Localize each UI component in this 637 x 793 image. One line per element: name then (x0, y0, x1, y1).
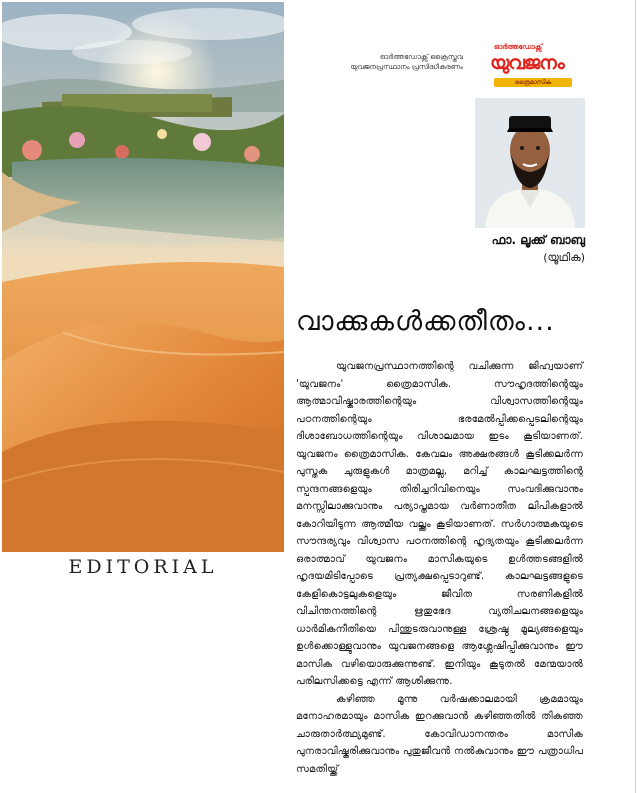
logo-title: യുവജനം (490, 52, 564, 74)
masthead-tagline: ഓർത്തഡോക്സ് ക്രൈസ്തവ യുവജനപ്രസ്ഥാനം പ്രസിദ്ധീകരണം (350, 53, 463, 71)
author-photo-image (475, 98, 585, 228)
author-portrait (475, 98, 585, 228)
article-paragraph: കഴിഞ്ഞ മൂന്നു വർഷക്കാലമായി ക്രമമായും മനോഹരമായും മാസിക ഇറക്കുവാൻ കഴിഞ്ഞതിൽ തികഞ്ഞ ചാരുതാർത്ഥ്യമുണ്ട്. കോവിഡാനന്തരം മാസിക പുനരാവിഷ്കരിക്കുവാനും പുതുജീവൻ നൽകുവാനും ഈ പത്രാധിപ സമതിയ്ക്ക് (296, 693, 583, 775)
article-body (296, 358, 583, 778)
hero-illustration (2, 2, 284, 552)
section-label: EDITORIAL (68, 556, 218, 578)
masthead-logo (350, 43, 588, 90)
article-title: വാക്കുകൾക്കതീതം... (296, 306, 555, 337)
author-role: (യൂഥിക) (543, 251, 585, 264)
logo-band: ത്രൈമാസിക (494, 78, 572, 87)
logo-mark (490, 44, 580, 90)
logo-small-text: ഓർത്തഡോക്സ് (494, 43, 543, 51)
oasis-landscape-image (2, 2, 284, 552)
article-paragraph: യുവജനപ്രസ്ഥാനത്തിന്റെ വചിക്കുന്ന ജിഹ്വയാണ് 'യുവജനം' ത്രൈമാസിക. സൗഹൃദത്തിന്റെയും ആത്മാവിഷ്കാരത്തിന്റെയും വിശ്വാസത്തിന്റെയും പഠനത്തിന്റെയും ഭരമേൽപ്പിക്കപ്പെടലിന്റെയും ദിശാബോധത്തിന്റെയും വിശാലമായ ഇടം കൂടിയാണത്. യുവജനം ത്രൈമാസിക. കേവലം അക്ഷരങ്ങൾ കൂടിക്കലർന്ന പുസ്തക ചുരുളുകൾ മാത്രമല്ല, മറിച്ച് കാലഘട്ടത്തിന്റെ സ്പന്ദനങ്ങളെയും തിരിച്ചറിവിനെയും സംവദിക്കുവാനും മനസ്സിലാക്കുവാനും പര്യാപ്തമായ വർണാതീത ലിപികളാൽ കോറിയിടുന്ന ആത്മീയ വല്ക്കം കൂടിയാണത്. സർഗാത്മകയുടെ സൗന്ദര്യവും വിശ്വാസ പഠനത്തിന്റെ ഹൃദ്യതയും കൂടിക്കലർന്ന ഒരാത്മാവ് യുവജനം മാസികയുടെ ഉൾത്തടങ്ങളിൽ ഹൃദയമിടിപ്പോടെ പ്രത്യക്ഷപ്പെടാറുണ്ട്. കാലഘട്ടങ്ങളുടെ കേളികൊട്ടലുകളെയും ജീവിത സരണികളിൽ വിചിന്തനത്തിന്റെ ഋതുഭേദ വ്യതിചലനങ്ങളെയും ധാർമികനീതിയെ പിന്തുടരുവാനുള്ള ശ്രേഷ്ഠ മൂല്യങ്ങളെയും ഉൾക്കൊള്ളുവാനും യുവജനങ്ങളെ ആശ്ലേഷിപ്പിക്കുവാനും ഈ മാസിക വഴിയൊരുക്കുന്നുണ്ട്. ഇനിയും കൂടുതൽ മേന്മയാൽ പരിലസിക്കട്ടെ എന്ന് ആശിക്കുന്നു. (296, 361, 583, 687)
author-name: ഫാ. ലൂക്ക് ബാബു (491, 233, 585, 247)
